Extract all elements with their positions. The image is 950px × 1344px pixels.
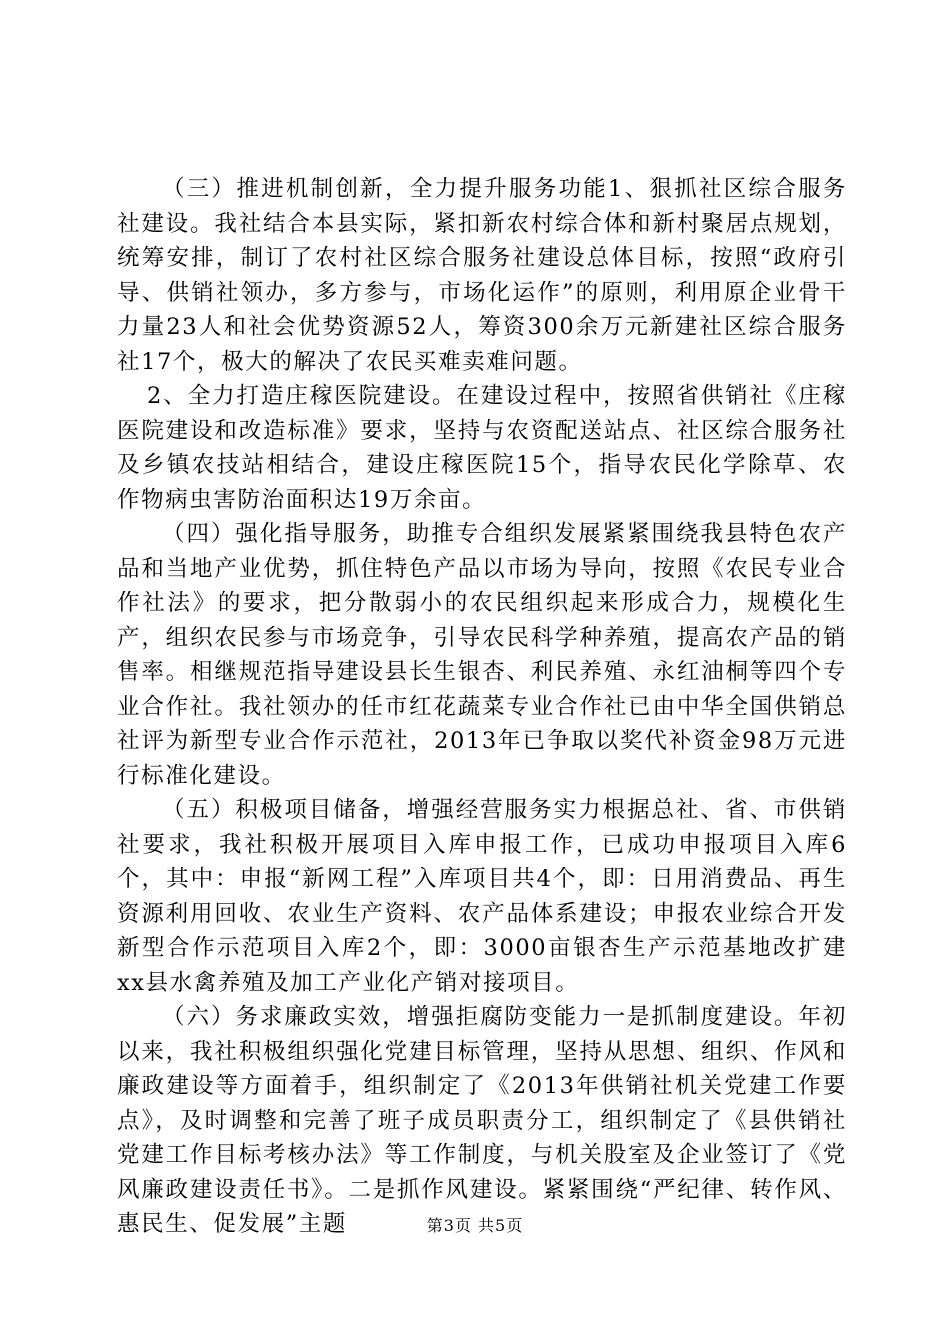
page-number-footer: 第3页 共5页 [426,1216,524,1235]
paragraph-section-6: （六）务求廉政实效，增强拒腐防变能力一是抓制度建设。年初以来，我社积极组织强化党建目标管理，坚持从思想、组织、作风和廉政建设等方面着手，组织制定了《2013年供销社机关党建工作要点》，及时调整和完善了班子成员职责分工，组织制定了《县供销社党建工作目标考核办法》等工作制度，与机关股室及企业签订了《党风廉政建设责任书》。二是抓作风建设。紧紧围绕“严纪律、转作风、惠民生、促发展”主题 [117,1004,847,1237]
paragraph-section-5: （五）积极项目储备，增强经营服务实力根据总社、省、市供销社要求，我社积极开展项目入库申报工作，已成功申报项目入库6个，其中：申报“新网工程”入库项目共4个，即：日用消费品、再生资源利用回收、农业生产资料、农产品体系建设；申报农业综合开发新型合作示范项目入库2个，即：3000亩银杏生产示范基地改扩建xx县水禽养殖及加工产业化产销对接项目。 [117,797,847,996]
document-body [117,172,847,1242]
paragraph-crop-hospital: 2、全力打造庄稼医院建设。在建设过程中，按照省供销社《庄稼医院建设和改造标准》要求，坚持与农资配送站点、社区综合服务社及乡镇农技站相结合，建设庄稼医院15个，指导农民化学除草、农作物病虫害防治面积达19万余亩。 [117,383,847,513]
paragraph-section-4: （四）强化指导服务，助推专合组织发展紧紧围绕我县特色农产品和当地产业优势，抓住特色产品以市场为导向，按照《农民专业合作社法》的要求，把分散弱小的农民组织起来形成合力，规模化生产，组织农民参与市场竞争，引导农民科学种养殖，提高农产品的销售率。相继规范指导建设县长生银杏、利民养殖、永红油桐等四个专业合作社。我社领办的任市红花蔬菜专业合作社已由中华全国供销总社评为新型专业合作示范社，2013年已争取以奖代补资金98万元进行标准化建设。 [117,521,847,789]
paragraph-section-3: （三）推进机制创新，全力提升服务功能1、狠抓社区综合服务社建设。我社结合本县实际，紧扣新农村综合体和新村聚居点规划，统筹安排，制订了农村社区综合服务社建设总体目标，按照“政府引导、供销社领办，多方参与，市场化运作”的原则，利用原企业骨干力量23人和社会优势资源52人，筹资300余万元新建社区综合服务社17个，极大的解决了农民买难卖难问题。 [117,176,847,375]
